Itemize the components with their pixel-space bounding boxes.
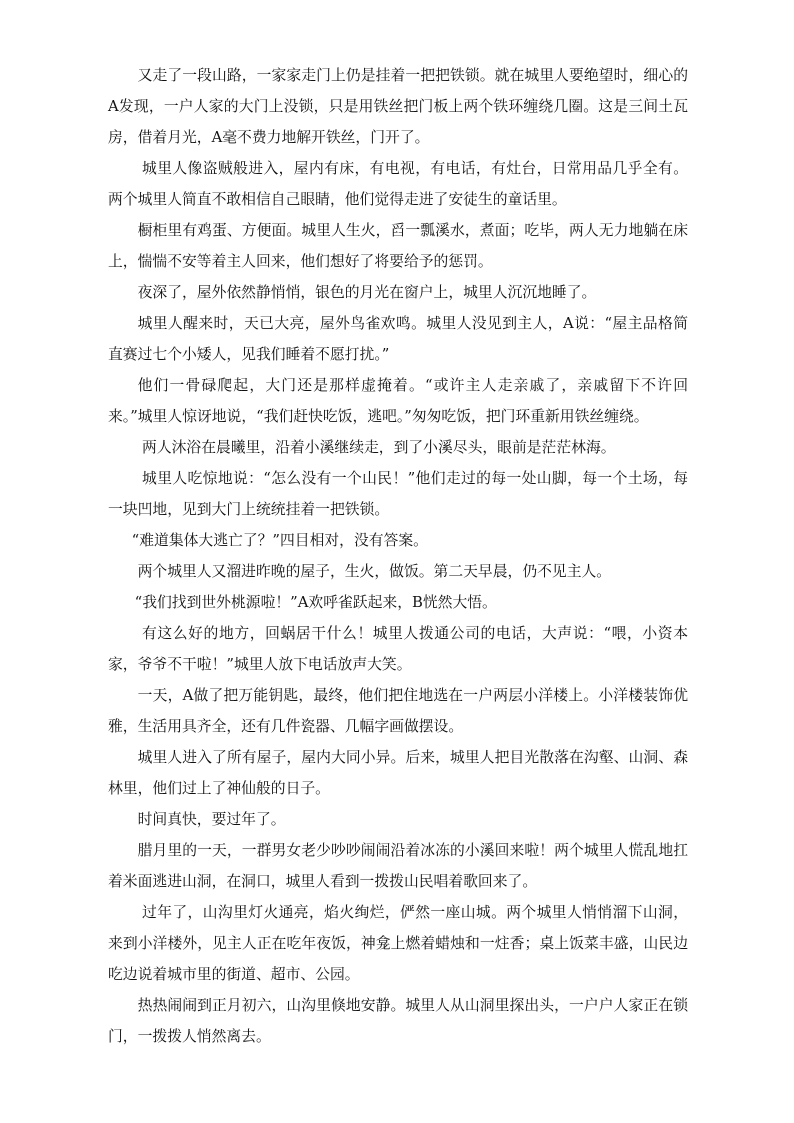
paragraph: 夜深了，屋外依然静悄悄，银色的月光在窗户上，城里人沉沉地睡了。 <box>137 284 597 301</box>
paragraph: 一天，A做了把万能钥匙，最终，他们把住地选在一户两层小洋楼上。小洋楼装饰优雅，生活用具齐全，还有几件瓷器、几幅字画做摆设。 <box>108 687 688 735</box>
paragraph: 两个城里人又溜进昨晚的屋子，生火，做饭。第二天早晨，仍不见主人。 <box>137 563 612 580</box>
paragraph: 他们一骨碌爬起，大门还是那样虚掩着。“或许主人走亲戚了，亲戚留下不许回来。”城里人惊讶地说，“我们赶快吃饭，逃吧。”匆匆吃饭，把门环重新用铁丝缠绕。 <box>108 377 688 425</box>
paragraph: “难道集体大逃亡了？”四目相对，没有答案。 <box>131 532 428 549</box>
paragraph: 有这么好的地方，回蜗居干什么！城里人拨通公司的电话，大声说：“喂，小资本家，爷爷不干啦！”城里人放下电话放声大笑。 <box>108 625 688 673</box>
paragraph: 城里人进入了所有屋子，屋内大同小异。后来，城里人把目光散落在沟壑、山洞、森林里，他们过上了神仙般的日子。 <box>108 749 688 797</box>
paragraph: 两人沐浴在晨曦里，沿着小溪继续走，到了小溪尽头，眼前是茫茫林海。 <box>142 439 616 456</box>
paragraph: 过年了，山沟里灯火通亮，焰火绚烂，俨然一座山城。两个城里人悄悄溜下山洞，来到小洋楼外，见主人正在吃年夜饭，神龛上燃着蜡烛和一炷香；桌上饭菜丰盛，山民边吃边说着城市里的街道、超市、公园。 <box>108 904 688 983</box>
paragraph: 城里人像盗贼般进入，屋内有床，有电视，有电话，有灶台，日常用品几乎全有。两个城里人简直不敢相信自己眼睛，他们觉得走进了安徒生的童话里。 <box>108 160 688 208</box>
paragraph: 城里人醒来时，天已大亮，屋外鸟雀欢鸣。城里人没见到主人，A说：“屋主品格简直赛过七个小矮人，见我们睡着不愿打扰。” <box>108 315 688 363</box>
document-body <box>108 60 688 1052</box>
paragraph: 腊月里的一天，一群男女老少吵吵闹闹沿着冰冻的小溪回来啦！两个城里人慌乱地扛着米面逃进山洞，在洞口，城里人看到一拨拨山民唱着歌回来了。 <box>108 842 688 890</box>
paragraph: 又走了一段山路，一家家走门上仍是挂着一把把铁锁。就在城里人要绝望时，细心的A发现，一户人家的大门上没锁，只是用铁丝把门板上两个铁环缠绕几圈。这是三间土瓦房，借着月光，A毫不费力地解开铁丝，门开了。 <box>108 67 688 146</box>
paragraph: 时间真快，要过年了。 <box>137 811 286 828</box>
paragraph: 城里人吃惊地说：“怎么没有一个山民！”他们走过的每一处山脚，每一个土场，每一块凹地，见到大门上统统挂着一把铁锁。 <box>108 470 688 518</box>
paragraph: 橱柜里有鸡蛋、方便面。城里人生火，舀一瓢溪水，煮面；吃毕，两人无力地躺在床上，惴惴不安等着主人回来，他们想好了将要给予的惩罚。 <box>108 222 688 270</box>
paragraph: 热热闹闹到正月初六，山沟里倏地安静。城里人从山洞里探出头，一户户人家正在锁门，一拨拨人悄然离去。 <box>108 997 688 1045</box>
paragraph: “我们找到世外桃源啦！”A欢呼雀跃起来，B恍然大悟。 <box>134 594 497 611</box>
